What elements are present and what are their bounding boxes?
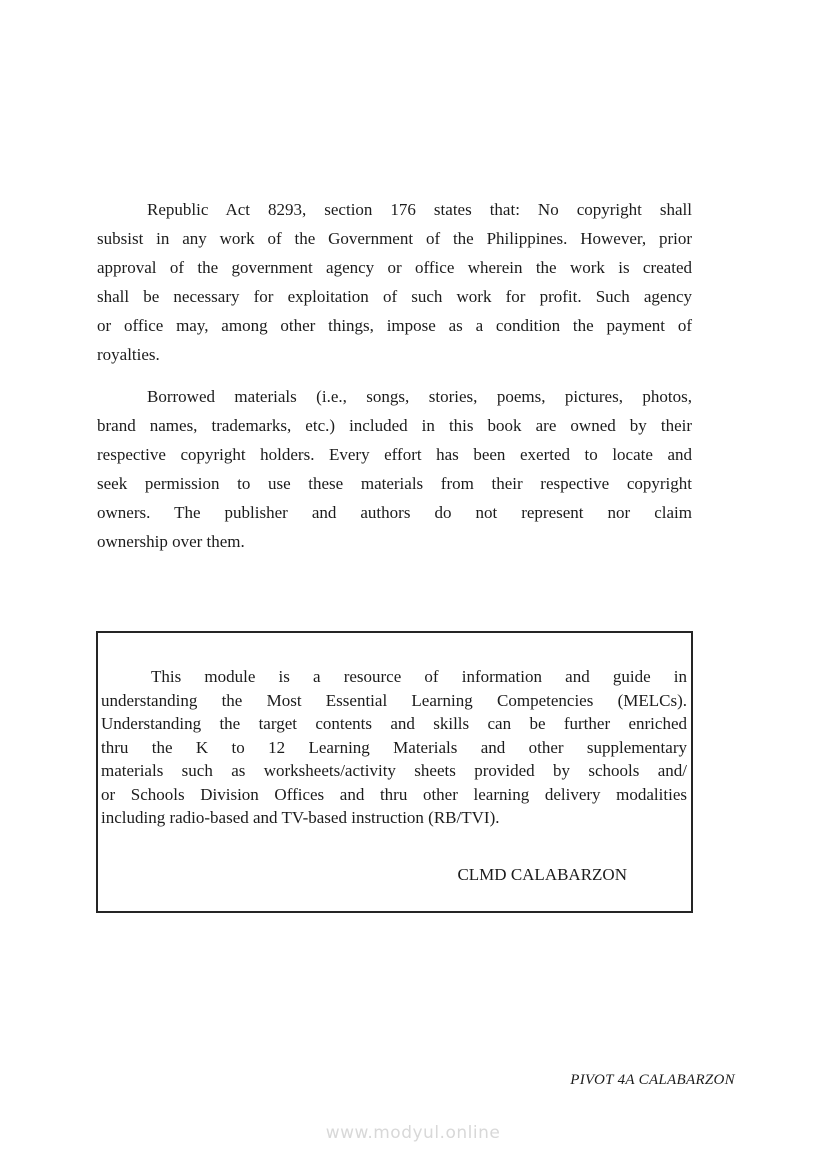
text-line: subsist in any work of the Government of the Philippines. However, prior [97, 229, 692, 248]
text-line: approval of the government agency or office wherein the work is created [97, 258, 692, 277]
text-line: brand names, trademarks, etc.) included in this book are owned by their [97, 416, 692, 435]
text-line: materials such as worksheets/activity sheets provided by schools and/ [101, 761, 687, 780]
text-line: thru the K to 12 Learning Materials and other supplementary [101, 737, 687, 757]
text-line: Understanding the target contents and skills can be further enriched [101, 714, 687, 733]
text-line: royalties. [97, 345, 160, 364]
website-watermark: www.modyul.online [325, 1123, 501, 1143]
text-line: Republic Act 8293, section 176 states that: No copyright shall [147, 200, 692, 219]
text-line: shall be necessary for exploitation of such work for profit. Such agency [97, 287, 692, 306]
copyright-act-paragraph [97, 195, 692, 369]
text-line: respective copyright holders. Every effort has been exerted to locate and [97, 445, 692, 464]
text-line: ownership over them. [97, 532, 245, 551]
borrowed-materials-paragraph [97, 382, 692, 556]
module-notice-paragraph [101, 665, 687, 830]
page-body-text [97, 195, 692, 556]
text-line: understanding the Most Essential Learning Competencies (MELCs). [101, 690, 687, 710]
text-line: or Schools Division Offices and thru other learning delivery modalities [101, 784, 687, 804]
text-line: owners. The publisher and authors do not represent nor claim [97, 503, 692, 522]
text-line: or office may, among other things, impose as a condition the payment of [97, 316, 692, 335]
text-line: including radio-based and TV-based instruction (RB/TVI). [101, 808, 500, 827]
text-line: Borrowed materials (i.e., songs, stories, poems, pictures, photos, [147, 387, 692, 406]
text-line: This module is a resource of information and guide in [151, 667, 687, 686]
clmd-calabarzon-signature: CLMD CALABARZON [457, 864, 627, 884]
text-line: seek permission to use these materials from their respective copyright [97, 474, 692, 493]
pivot-footer-label: PIVOT 4A CALABARZON [570, 1072, 735, 1088]
module-notice-box [96, 631, 693, 913]
